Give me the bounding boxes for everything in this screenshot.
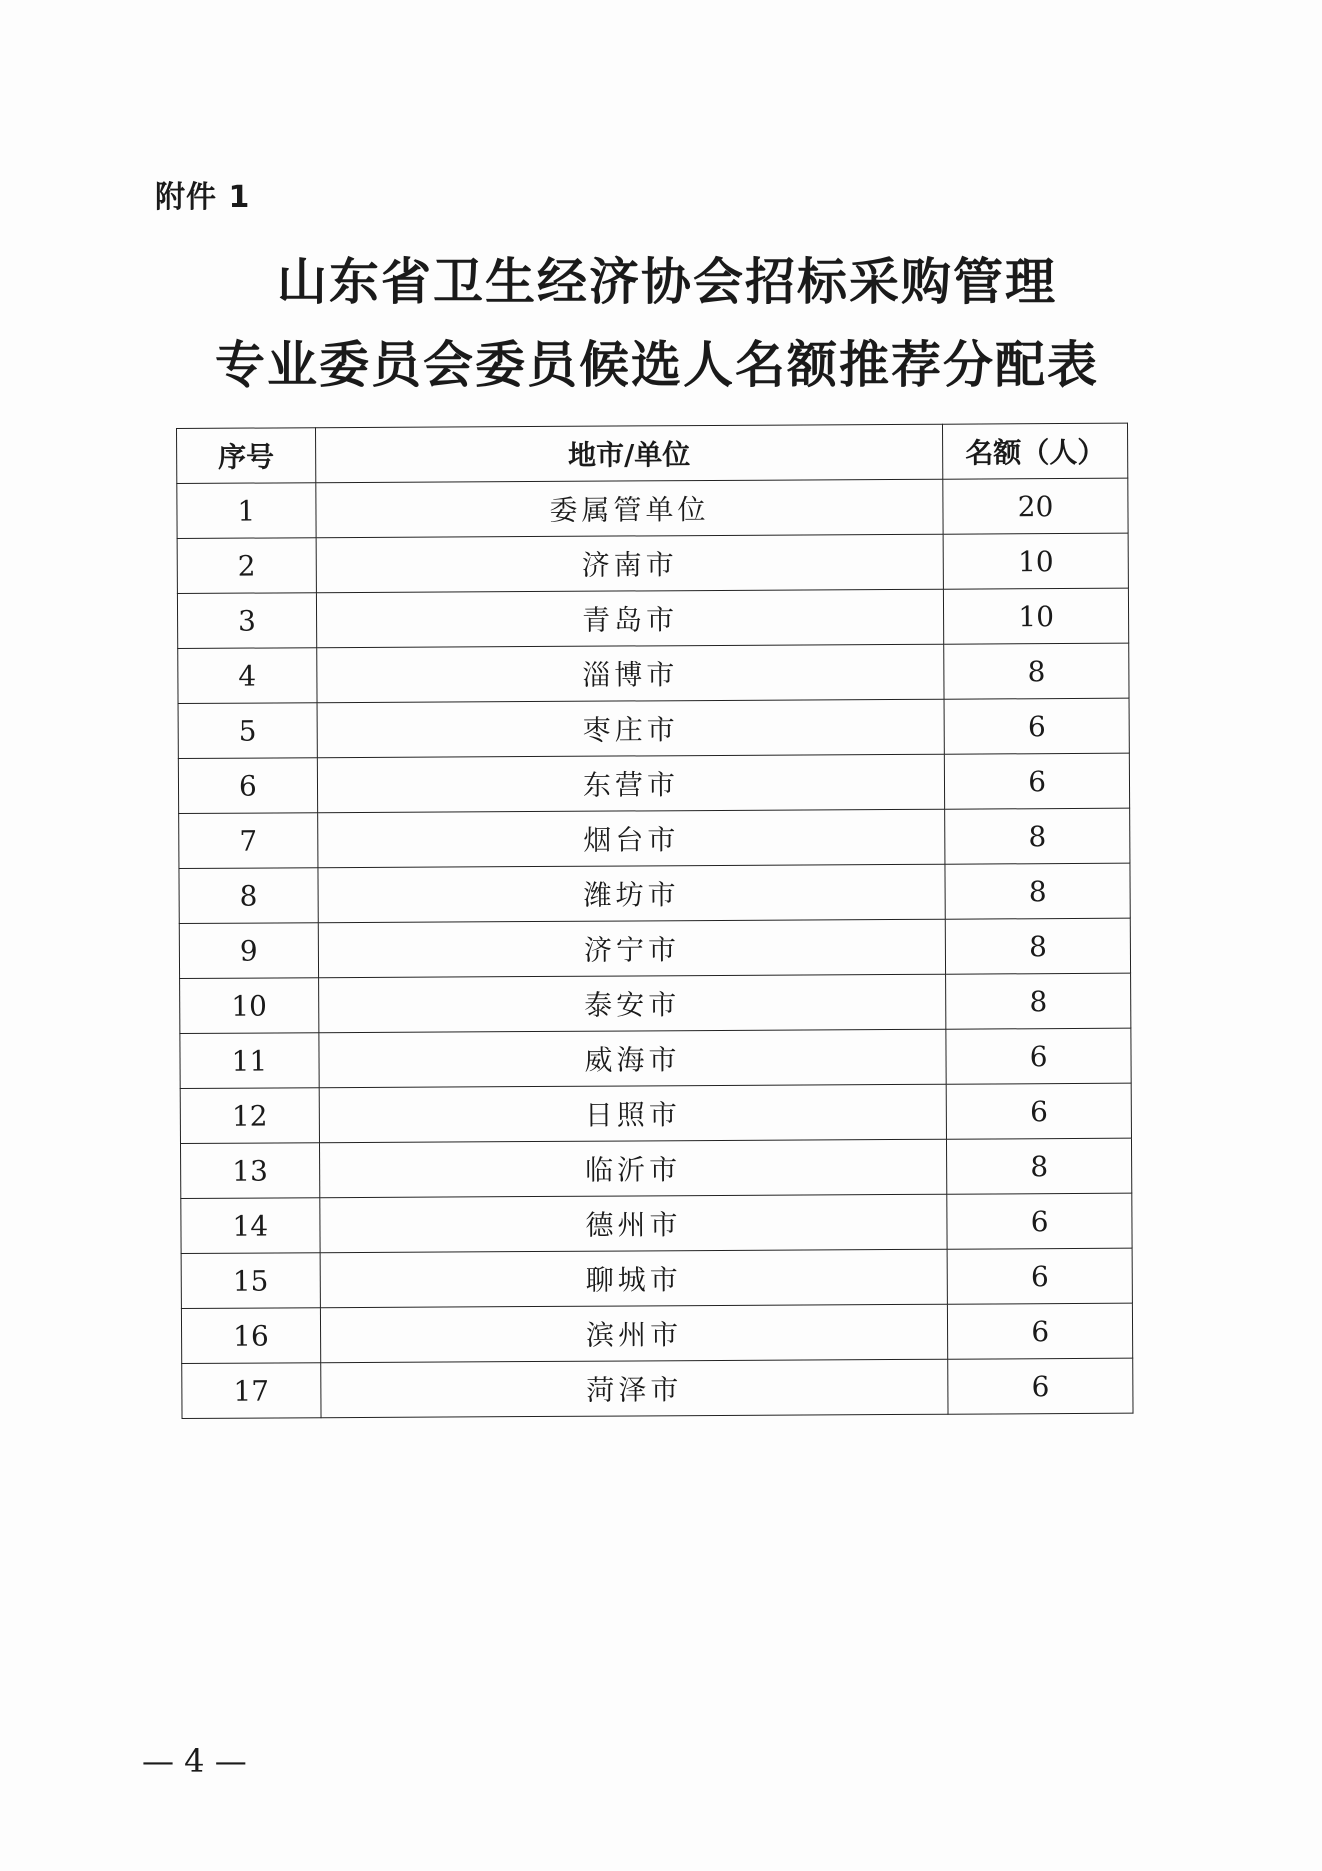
cell-index: 4 bbox=[178, 648, 317, 704]
cell-unit: 委属管单位 bbox=[316, 479, 944, 538]
cell-unit: 枣庄市 bbox=[317, 699, 945, 758]
attachment-label: 附件 1 bbox=[155, 180, 251, 215]
cell-index: 8 bbox=[179, 868, 318, 924]
cell-index: 2 bbox=[177, 538, 316, 594]
cell-index: 17 bbox=[182, 1363, 321, 1419]
cell-unit: 济宁市 bbox=[318, 919, 946, 978]
cell-quota: 8 bbox=[945, 808, 1130, 864]
cell-quota: 20 bbox=[943, 478, 1128, 534]
table-row bbox=[181, 1193, 1132, 1253]
cell-index: 3 bbox=[177, 593, 316, 649]
cell-quota: 8 bbox=[946, 973, 1131, 1029]
title-line-1: 山东省卫生经济协会招标采购管理 bbox=[277, 252, 1057, 311]
table-row bbox=[178, 698, 1129, 758]
table-row bbox=[180, 973, 1131, 1033]
cell-unit: 日照市 bbox=[319, 1084, 947, 1143]
cell-quota: 10 bbox=[944, 588, 1129, 644]
cell-unit: 烟台市 bbox=[317, 809, 945, 868]
cell-unit: 淄博市 bbox=[316, 644, 944, 703]
cell-index: 6 bbox=[178, 758, 317, 814]
cell-index: 15 bbox=[181, 1253, 320, 1309]
table-row bbox=[179, 808, 1130, 868]
header-unit: 地市/单位 bbox=[315, 424, 943, 483]
cell-quota: 6 bbox=[948, 1303, 1133, 1359]
cell-quota: 6 bbox=[947, 1248, 1132, 1304]
cell-unit: 泰安市 bbox=[318, 974, 946, 1033]
cell-index: 9 bbox=[179, 923, 318, 979]
cell-unit: 威海市 bbox=[319, 1029, 947, 1088]
cell-index: 16 bbox=[181, 1308, 320, 1364]
table-row bbox=[179, 863, 1130, 923]
cell-quota: 6 bbox=[948, 1358, 1133, 1414]
table-row bbox=[180, 1138, 1131, 1198]
cell-quota: 6 bbox=[944, 698, 1129, 754]
cell-index: 14 bbox=[181, 1198, 320, 1254]
page-number: — 4 — bbox=[142, 1742, 247, 1780]
cell-quota: 8 bbox=[945, 863, 1130, 919]
cell-unit: 聊城市 bbox=[320, 1249, 948, 1308]
cell-quota: 10 bbox=[943, 533, 1128, 589]
cell-unit: 东营市 bbox=[317, 754, 945, 813]
cell-unit: 青岛市 bbox=[316, 589, 944, 648]
cell-unit: 滨州市 bbox=[320, 1304, 948, 1363]
table-row bbox=[180, 1083, 1131, 1143]
cell-unit: 菏泽市 bbox=[320, 1359, 948, 1418]
table-row bbox=[181, 1303, 1132, 1363]
cell-index: 13 bbox=[180, 1143, 319, 1199]
table-row bbox=[177, 478, 1128, 538]
cell-quota: 6 bbox=[947, 1193, 1132, 1249]
cell-index: 11 bbox=[180, 1033, 319, 1089]
cell-unit: 临沂市 bbox=[319, 1139, 947, 1198]
cell-unit: 潍坊市 bbox=[318, 864, 946, 923]
table-row bbox=[180, 1028, 1131, 1088]
cell-quota: 6 bbox=[945, 753, 1130, 809]
cell-index: 5 bbox=[178, 703, 317, 759]
cell-quota: 8 bbox=[944, 643, 1129, 699]
header-quota: 名额（人） bbox=[943, 423, 1128, 479]
table-row bbox=[177, 533, 1128, 593]
cell-quota: 8 bbox=[945, 918, 1130, 974]
table-row bbox=[178, 753, 1129, 813]
table-row bbox=[181, 1248, 1132, 1308]
table-body bbox=[177, 478, 1133, 1418]
table-row bbox=[182, 1358, 1133, 1418]
header-index: 序号 bbox=[177, 428, 316, 484]
cell-quota: 6 bbox=[946, 1083, 1131, 1139]
cell-unit: 德州市 bbox=[320, 1194, 948, 1253]
table-row bbox=[179, 918, 1130, 978]
cell-quota: 8 bbox=[947, 1138, 1132, 1194]
table-row bbox=[178, 643, 1129, 703]
table-row bbox=[177, 588, 1128, 648]
table-header-row bbox=[177, 423, 1128, 483]
cell-index: 10 bbox=[180, 978, 319, 1034]
cell-index: 12 bbox=[180, 1088, 319, 1144]
title-line-2: 专业委员会委员候选人名额推荐分配表 bbox=[215, 335, 1099, 394]
cell-index: 7 bbox=[179, 813, 318, 869]
cell-unit: 济南市 bbox=[316, 534, 944, 593]
cell-index: 1 bbox=[177, 483, 316, 539]
quota-table bbox=[176, 423, 1134, 1419]
cell-quota: 6 bbox=[946, 1028, 1131, 1084]
